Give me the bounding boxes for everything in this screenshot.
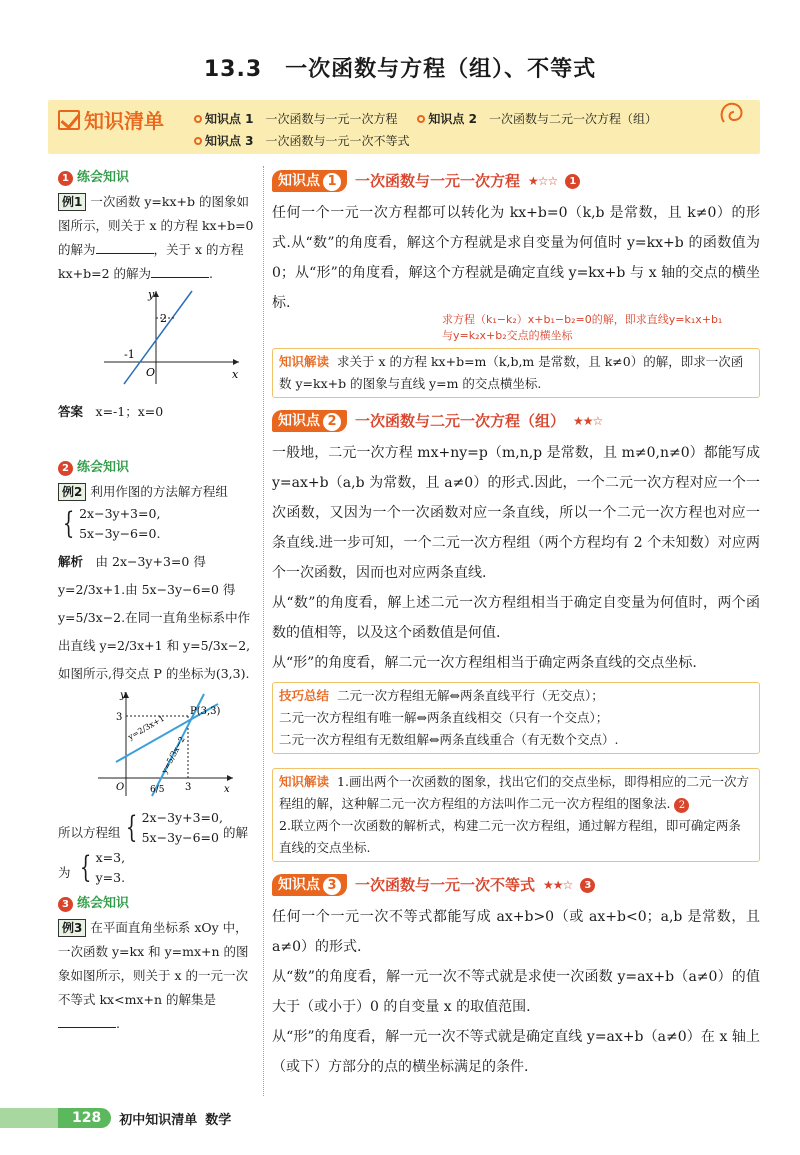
answer-blank <box>151 264 209 278</box>
solution-2: 解析 由 2x−3y+3=0 得 y=2/3x+1.由 5x−3y−6=0 得 y=5/3x−2.在同一直角坐标系中作出直线 y=2/3x+1 和 y=5/3x−2,如图所示,得交点 P 的坐标为(3,3). <box>58 554 251 681</box>
kp-tag: 知识点 1 <box>272 170 347 192</box>
difficulty-stars: ★★☆ <box>543 878 573 892</box>
subject: 数学 <box>205 1112 232 1128</box>
answer-blank <box>58 1014 116 1028</box>
handwritten-note: 求方程（k₁−k₂）x+b₁−b₂=0的解，即求直线y=k₁x+b₁ 与y=k₂x+b₂交点的横坐标 <box>442 313 723 342</box>
left-column <box>58 166 256 1036</box>
section-3-header: 3 练会知识 <box>58 892 256 916</box>
dot-icon <box>194 137 202 145</box>
section-2-header: 2 练会知识 <box>58 456 256 480</box>
column-divider <box>263 166 264 1096</box>
right-column <box>272 166 760 1082</box>
difficulty-stars: ★★☆ <box>573 414 603 428</box>
kp-tag: 知识点 3 <box>272 874 347 896</box>
example-2: 例2 利用作图的方法解方程组 { 2x−3y+3=0, 5x−3y−6=0. <box>58 480 256 544</box>
graph-1 <box>94 286 244 386</box>
graph-2 <box>88 688 238 798</box>
kp2-paragraph-1: 一般地，二元一次方程 mx+ny=p（m,n,p 是常数，且 m≠0,n≠0）都能写成 y=ax+b（a,b 为常数，且 a≠0）的形式.因此，一个二元一次方程对应一个一次函数，又因为一个一次函数对应一条直线，所以一个二元一次方程也对应一条直线.进一步可知，一个二元一次方程组（两个方程均有 2 个未知数）对应两个一次函数，因而也对应两条直线. <box>272 445 760 581</box>
knowledge-list-banner <box>48 100 760 154</box>
tick-3-x: 3 <box>185 782 192 793</box>
footer-bar <box>0 1108 60 1128</box>
kp2-paragraph-2: 从“数”的角度看，解上述二元一次方程组相当于确定自变量为何值时，两个函数的值相等，以及这个函数值是何值. <box>272 595 760 641</box>
book-title: 初中知识清单 <box>119 1112 198 1128</box>
example-3: 例3 在平面直角坐标系 xOy 中，一次函数 y=kx 和 y=mx+n 的图象如图所示，则关于 x 的一元一次不等式 kx<mx+n 的解集是 . <box>58 920 249 1031</box>
badge: 3 <box>580 878 595 893</box>
example-tag: 例1 <box>58 193 86 211</box>
banner-title: 知识清单 <box>58 105 164 134</box>
banner-item-1: 知识点 1 一次函数与一元一次方程 <box>194 108 398 130</box>
answer-1: 答案 x=-1；x=0 <box>58 404 164 419</box>
knowledge-point-3-header: 知识点 3 一次函数与一元一次不等式 ★★☆ 3 <box>272 870 760 900</box>
banner-item-2: 知识点 2 一次函数与二元一次方程（组） <box>417 108 657 130</box>
example-1: 例1 一次函数 y=kx+b 的图象如图所示，则关于 x 的方程 kx+b=0 的解为 ，关于 x 的方程 kx+b=2 的解为 . <box>58 194 254 281</box>
badge: 2 <box>674 798 689 813</box>
example-tag: 例3 <box>58 919 86 937</box>
tick-3-y: 3 <box>116 712 123 723</box>
dot-icon <box>417 115 425 123</box>
result-2: 所以方程组 { 2x−3y+3=0, 5x−3y−6=0 的解为 { x=3, y=3. <box>58 810 248 885</box>
kp3-paragraph-2: 从“数”的角度看，解一元一次不等式就是求使一次函数 y=ax+b（a≠0）的值大于（或小于）0 的自变量 x 的取值范围. <box>272 969 760 1015</box>
origin-label: O <box>146 366 156 379</box>
checkbox-icon <box>58 110 80 130</box>
page-title: 13.3 一次函数与方程（组）、不等式 <box>203 57 597 82</box>
kp1-paragraph: 任何一个一元一次方程都可以转化为 kx+b=0（k,b 是常数，且 k≠0）的形式.从“数”的角度看，解这个方程就是求自变量为何值时 y=kx+b 的函数值为 0；从“形”的角度看，解这个方程就是确定直线 y=kx+b 与 x 轴的交点的横坐标. <box>272 205 760 311</box>
footer <box>58 1108 231 1128</box>
tick-6-5: 6/5 <box>150 785 165 795</box>
kp2-note-box: 知识解读 1.画出两个一次函数的图象，找出它们的交点坐标，即得相应的二元一次方程组的解，这种解二元一次方程组的方法叫作二元一次方程组的图象法. 2 2.联立两个一次函数的解析式，构建二元一次方程组，通过解方程组，即可确定两条直线的交点坐标. <box>272 768 760 862</box>
axis-y-label: y <box>148 288 155 301</box>
knowledge-point-1-header: 知识点 1 一次函数与一元一次方程 ★☆☆ 1 <box>272 166 760 196</box>
tick-2: 2 <box>160 312 167 325</box>
axis-x-label: x <box>232 368 239 381</box>
tick-neg1: -1 <box>124 348 135 361</box>
swirl-icon <box>716 96 750 130</box>
example-tag: 例2 <box>58 483 86 501</box>
kp3-paragraph-1: 任何一个一元一次不等式都能写成 ax+b>0（或 ax+b<0；a,b 是常数，且 a≠0）的形式. <box>272 909 760 955</box>
line-1-label: y=2/3x+1 <box>126 713 166 742</box>
line-2-label: y=5/3x−2 <box>159 735 187 775</box>
difficulty-stars: ★☆☆ <box>528 174 558 188</box>
answer-blank <box>96 240 154 254</box>
knowledge-point-2-header: 知识点 2 一次函数与二元一次方程（组） ★★☆ <box>272 406 760 436</box>
banner-items <box>194 108 754 152</box>
kp3-paragraph-3: 从“形”的角度看，解一元一次不等式就是确定直线 y=ax+b（a≠0）在 x 轴上（或下）方部分的点的横坐标满足的条件. <box>272 1029 760 1075</box>
kp2-paragraph-3: 从“形”的角度看，解二元一次方程组相当于确定两条直线的交点坐标. <box>272 655 697 671</box>
kp1-note-box: 知识解读 求关于 x 的方程 kx+b=m（k,b,m 是常数，且 k≠0）的解，即求一次函数 y=kx+b 的图象与直线 y=m 的交点横坐标. <box>272 348 760 398</box>
banner-item-3: 知识点 3 一次函数与一元一次不等式 <box>194 130 410 152</box>
axis-x-label: x <box>224 784 230 795</box>
page-number: 128 <box>58 1108 111 1128</box>
badge: 1 <box>565 174 580 189</box>
origin-label: O <box>116 782 125 793</box>
kp2-tip-box: 技巧总结 二元一次方程组无解⇔两条直线平行（无交点）； 二元一次方程组有唯一解⇔两条直线相交（只有一个交点）； 二元一次方程组有无数组解⇔两条直线重合（有无数个交点）. <box>272 682 760 754</box>
axis-y-label: y <box>120 690 126 701</box>
point-p-label: P(3,3) <box>190 706 221 717</box>
section-1-header: 1 练会知识 <box>58 166 256 190</box>
dot-icon <box>194 115 202 123</box>
kp-tag: 知识点 2 <box>272 410 347 432</box>
